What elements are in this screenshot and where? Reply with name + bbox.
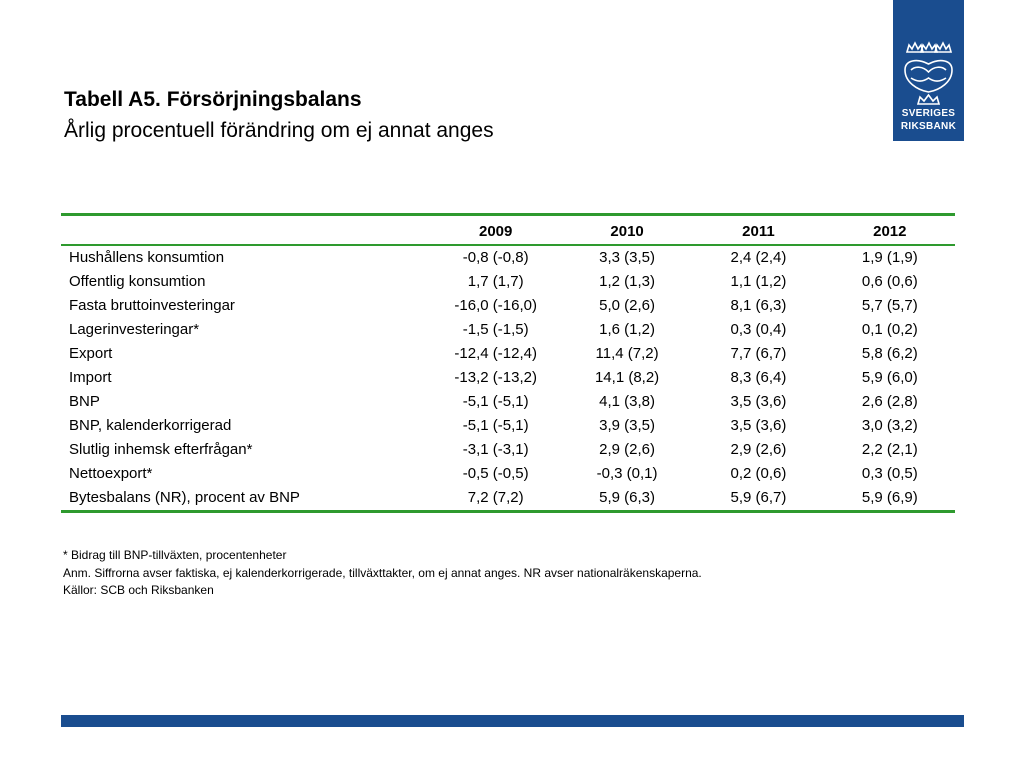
row-label: BNP, kalenderkorrigerad <box>69 417 232 434</box>
riksbank-logo <box>893 0 964 141</box>
table-row <box>61 366 955 390</box>
table-body <box>61 245 955 512</box>
row-value-2011: 2,9 (2,6) <box>693 438 824 462</box>
table-row <box>61 390 955 414</box>
page-title: Tabell A5. Försörjningsbalans <box>64 88 362 111</box>
row-value-2010: 1,6 (1,2) <box>561 318 692 342</box>
row-value-2009: -3,1 (-3,1) <box>430 438 561 462</box>
row-value-2011: 7,7 (6,7) <box>693 342 824 366</box>
bottom-bar <box>61 715 964 727</box>
row-value-2011: 3,5 (3,6) <box>693 414 824 438</box>
row-value-2012: 0,6 (0,6) <box>824 270 955 294</box>
header-year-2010: 2010 <box>561 215 692 246</box>
row-value-2012: 5,9 (6,9) <box>824 486 955 512</box>
footnote-remark: Anm. Siffrorna avser faktiska, ej kalenderkorrigerade, tillväxttakter, om ej annat anges. NR avser nationalräkenskaperna. <box>63 565 702 580</box>
logo-text-line2: RIKSBANK <box>900 121 957 132</box>
header-year-2011: 2011 <box>693 215 824 246</box>
row-label: Slutlig inhemsk efterfrågan* <box>69 441 253 458</box>
row-value-2009: 7,2 (7,2) <box>430 486 561 512</box>
header-year-2009: 2009 <box>430 215 561 246</box>
row-value-2011: 2,4 (2,4) <box>693 245 824 270</box>
row-value-2011: 0,2 (0,6) <box>693 462 824 486</box>
row-value-2010: 3,3 (3,5) <box>561 245 692 270</box>
row-value-2009: -16,0 (-16,0) <box>430 294 561 318</box>
table-row <box>61 414 955 438</box>
row-value-2012: 3,0 (3,2) <box>824 414 955 438</box>
row-label: BNP <box>69 393 100 410</box>
row-value-2012: 5,7 (5,7) <box>824 294 955 318</box>
row-value-2010: 5,9 (6,3) <box>561 486 692 512</box>
row-value-2009: -1,5 (-1,5) <box>430 318 561 342</box>
row-value-2011: 1,1 (1,2) <box>693 270 824 294</box>
row-label: Nettoexport* <box>69 465 153 482</box>
row-value-2010: 4,1 (3,8) <box>561 390 692 414</box>
row-value-2009: -0,8 (-0,8) <box>430 245 561 270</box>
row-value-2009: -0,5 (-0,5) <box>430 462 561 486</box>
table-row <box>61 318 955 342</box>
footnotes <box>63 547 702 600</box>
row-value-2012: 1,9 (1,9) <box>824 245 955 270</box>
row-value-2012: 0,3 (0,5) <box>824 462 955 486</box>
row-value-2009: -5,1 (-5,1) <box>430 414 561 438</box>
supply-balance-table <box>61 213 955 513</box>
table-row <box>61 342 955 366</box>
row-value-2010: -0,3 (0,1) <box>561 462 692 486</box>
table-row <box>61 462 955 486</box>
row-value-2009: 1,7 (1,7) <box>430 270 561 294</box>
row-value-2010: 11,4 (7,2) <box>561 342 692 366</box>
row-value-2012: 2,2 (2,1) <box>824 438 955 462</box>
row-label: Lagerinvesteringar* <box>69 321 200 338</box>
row-label: Offentlig konsumtion <box>69 273 206 290</box>
row-value-2012: 0,1 (0,2) <box>824 318 955 342</box>
row-label: Import <box>69 369 112 386</box>
table-row <box>61 245 955 270</box>
row-label: Export <box>69 345 113 362</box>
table-row <box>61 438 955 462</box>
row-value-2012: 2,6 (2,8) <box>824 390 955 414</box>
table-header-row <box>61 215 955 246</box>
row-value-2010: 2,9 (2,6) <box>561 438 692 462</box>
row-value-2010: 5,0 (2,6) <box>561 294 692 318</box>
table-row <box>61 486 955 512</box>
row-value-2009: -12,4 (-12,4) <box>430 342 561 366</box>
row-value-2012: 5,8 (6,2) <box>824 342 955 366</box>
row-value-2010: 1,2 (1,3) <box>561 270 692 294</box>
row-value-2010: 14,1 (8,2) <box>561 366 692 390</box>
header-year-2012: 2012 <box>824 215 955 246</box>
row-label: Bytesbalans (NR), procent av BNP <box>69 489 300 506</box>
row-value-2012: 5,9 (6,0) <box>824 366 955 390</box>
row-value-2009: -13,2 (-13,2) <box>430 366 561 390</box>
page-subtitle: Årlig procentuell förändring om ej annat anges <box>64 119 494 142</box>
row-value-2010: 3,9 (3,5) <box>561 414 692 438</box>
row-value-2011: 3,5 (3,6) <box>693 390 824 414</box>
footnote-contribution: * Bidrag till BNP-tillväxten, procentenheter <box>63 548 287 562</box>
row-label: Hushållens konsumtion <box>69 249 225 266</box>
row-value-2009: -5,1 (-5,1) <box>430 390 561 414</box>
crown-crest-icon <box>893 0 964 141</box>
row-value-2011: 8,1 (6,3) <box>693 294 824 318</box>
row-value-2011: 5,9 (6,7) <box>693 486 824 512</box>
row-label: Fasta bruttoinvesteringar <box>69 297 235 314</box>
header-blank <box>61 215 430 246</box>
footnote-sources: Källor: SCB och Riksbanken <box>63 583 214 597</box>
logo-text-line1: SVERIGES <box>901 108 956 119</box>
table-row <box>61 294 955 318</box>
row-value-2011: 0,3 (0,4) <box>693 318 824 342</box>
table-row <box>61 270 955 294</box>
row-value-2011: 8,3 (6,4) <box>693 366 824 390</box>
